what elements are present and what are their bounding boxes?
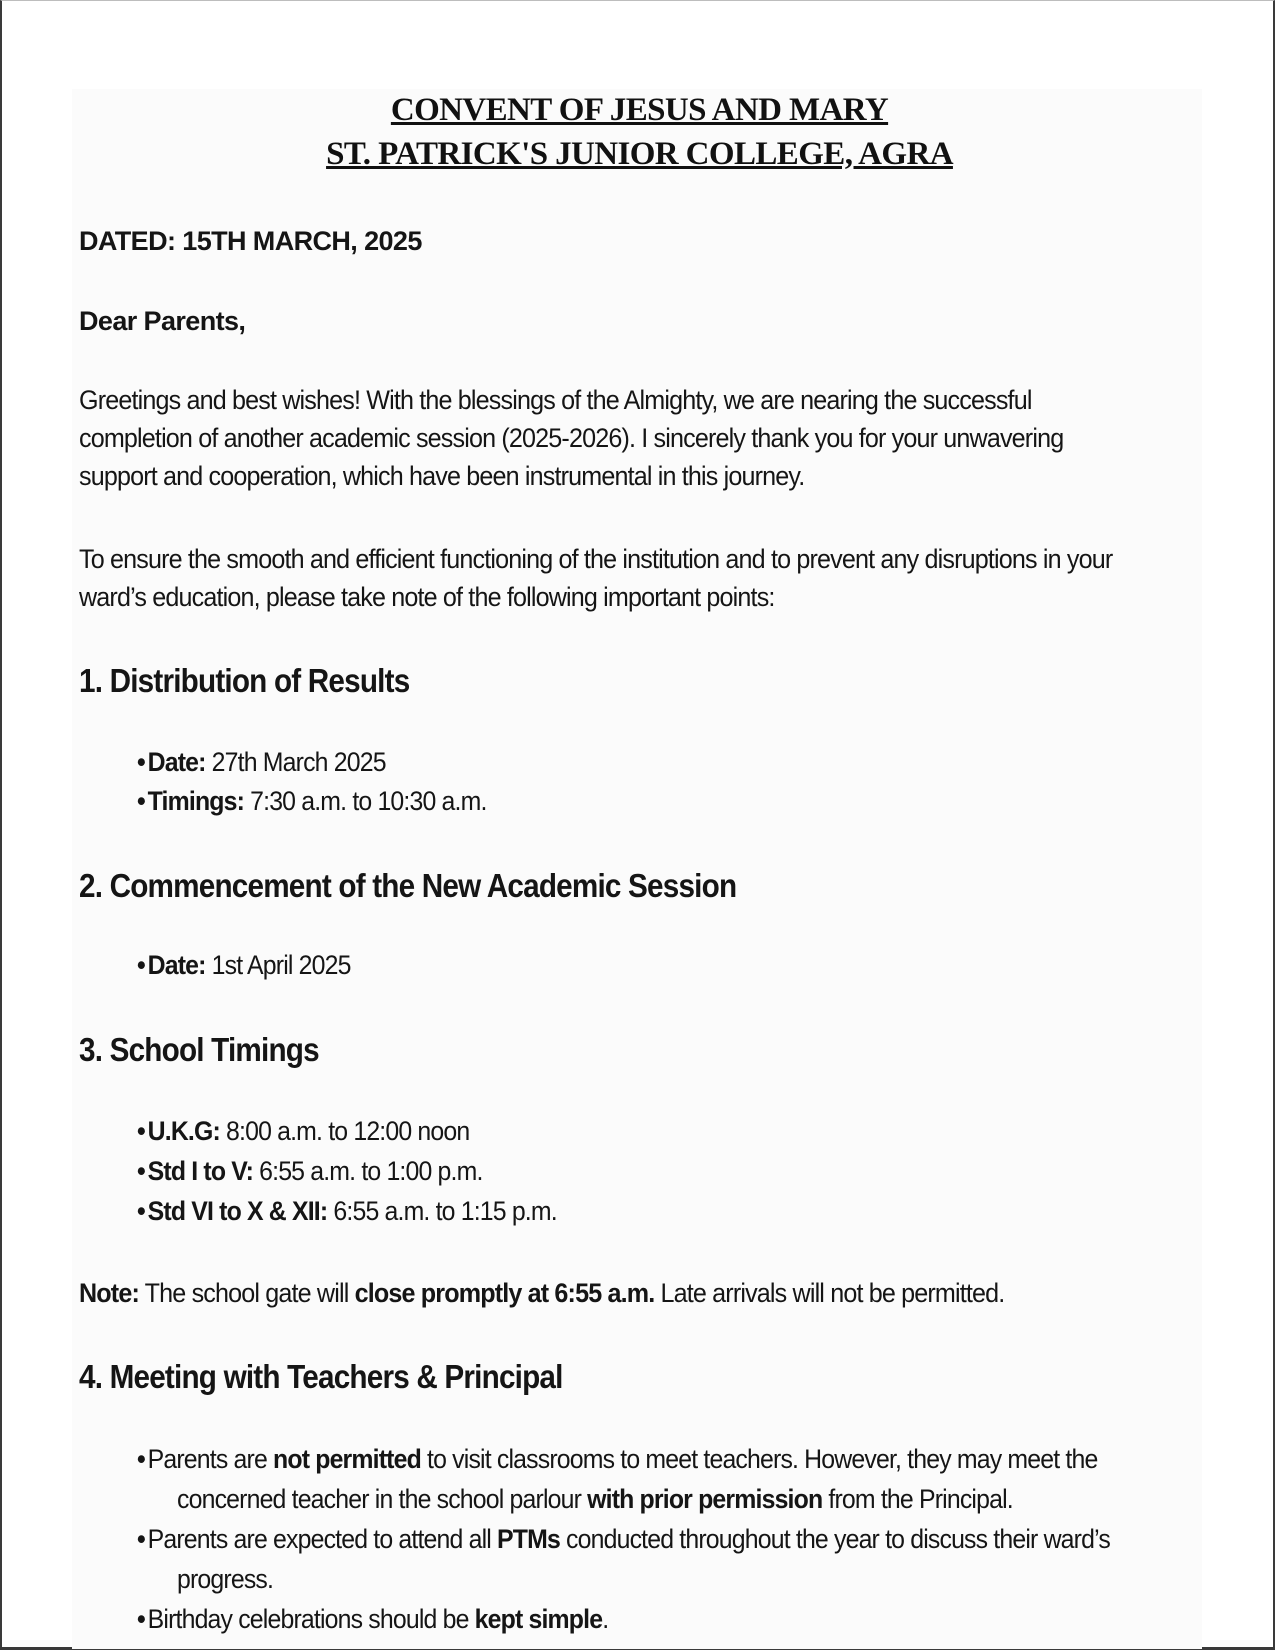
item-value: 6:55 a.m. to 1:15 p.m. — [327, 1196, 557, 1226]
bullet-icon: • — [137, 1196, 145, 1226]
salutation: Dear Parents, — [79, 306, 246, 336]
item-value: 27th March 2025 — [205, 747, 386, 777]
list-item — [137, 1524, 1110, 1555]
bullet-icon: • — [137, 1604, 145, 1634]
notice-line-1: To ensure the smooth and efficient functioning of the institution and to prevent any disruptions in your — [79, 544, 1113, 574]
item-value: 8:00 a.m. to 12:00 noon — [219, 1116, 470, 1146]
section-heading-timings: 3. School Timings — [79, 1031, 319, 1068]
bullet-icon: • — [137, 1156, 145, 1186]
item-text: Birthday celebrations should be — [147, 1604, 475, 1634]
item-label: Std I to V: — [147, 1156, 254, 1186]
item-value: 6:55 a.m. to 1:00 p.m. — [253, 1156, 483, 1186]
item-text: to visit classrooms to meet teachers. However, they may meet the — [420, 1444, 1098, 1474]
list-item — [137, 1116, 469, 1147]
gate-note — [79, 1278, 1004, 1309]
list-item — [137, 1444, 1097, 1475]
item-text: conducted throughout the year to discuss their ward’s — [559, 1524, 1110, 1554]
item-value: 7:30 a.m. to 10:30 a.m. — [244, 786, 487, 816]
college-name-heading: ST. PATRICK'S JUNIOR COLLEGE, AGRA — [326, 136, 953, 172]
item-label: Std VI to X & XII: — [147, 1196, 328, 1226]
list-item — [137, 786, 487, 817]
list-item-continuation — [177, 1564, 273, 1595]
note-text: The school gate will — [138, 1278, 355, 1308]
bullet-icon: • — [137, 786, 145, 816]
intro-line-1: Greetings and best wishes! With the blessings of the Almighty, we are nearing the successful — [79, 385, 1032, 415]
bullet-icon: • — [137, 747, 145, 777]
section-heading-results: 1. Distribution of Results — [79, 662, 410, 699]
section-heading-session: 2. Commencement of the New Academic Session — [79, 867, 737, 904]
note-label: Note: — [79, 1278, 139, 1308]
intro-line-3: support and cooperation, which have been instrumental in this journey. — [79, 461, 805, 491]
bullet-icon: • — [137, 1116, 145, 1146]
item-text: Parents are expected to attend all — [147, 1524, 498, 1554]
item-emphasis: PTMs — [497, 1524, 560, 1554]
list-item — [137, 950, 351, 981]
list-item — [137, 1156, 483, 1187]
list-item — [137, 1604, 608, 1635]
item-text: progress. — [177, 1564, 274, 1594]
bullet-icon: • — [137, 1444, 145, 1474]
note-emphasis: close promptly at 6:55 a.m. — [354, 1278, 655, 1308]
bullet-icon: • — [137, 950, 145, 980]
letter-date: DATED: 15TH MARCH, 2025 — [79, 226, 422, 256]
item-label: Timings: — [147, 786, 245, 816]
bullet-icon: • — [137, 1524, 145, 1554]
item-value: 1st April 2025 — [205, 950, 351, 980]
list-item — [137, 747, 386, 778]
item-label: Date: — [147, 950, 206, 980]
item-text: . — [602, 1604, 609, 1634]
item-emphasis: with prior permission — [587, 1484, 823, 1514]
intro-line-2: completion of another academic session (2025-2026). I sincerely thank you for your unwavering — [79, 423, 1064, 453]
list-item-continuation — [177, 1484, 1013, 1515]
item-text: Parents are — [147, 1444, 274, 1474]
item-emphasis: not permitted — [273, 1444, 421, 1474]
note-text: Late arrivals will not be permitted. — [654, 1278, 1005, 1308]
item-emphasis: kept simple — [474, 1604, 603, 1634]
item-text: from the Principal. — [822, 1484, 1013, 1514]
item-text: concerned teacher in the school parlour — [177, 1484, 588, 1514]
item-label: Date: — [147, 747, 206, 777]
item-label: U.K.G: — [147, 1116, 220, 1146]
list-item — [137, 1196, 557, 1227]
notice-line-2: ward’s education, please take note of the following important points: — [79, 582, 775, 612]
section-heading-meeting: 4. Meeting with Teachers & Principal — [79, 1358, 563, 1395]
school-name-heading: CONVENT OF JESUS AND MARY — [390, 92, 889, 128]
